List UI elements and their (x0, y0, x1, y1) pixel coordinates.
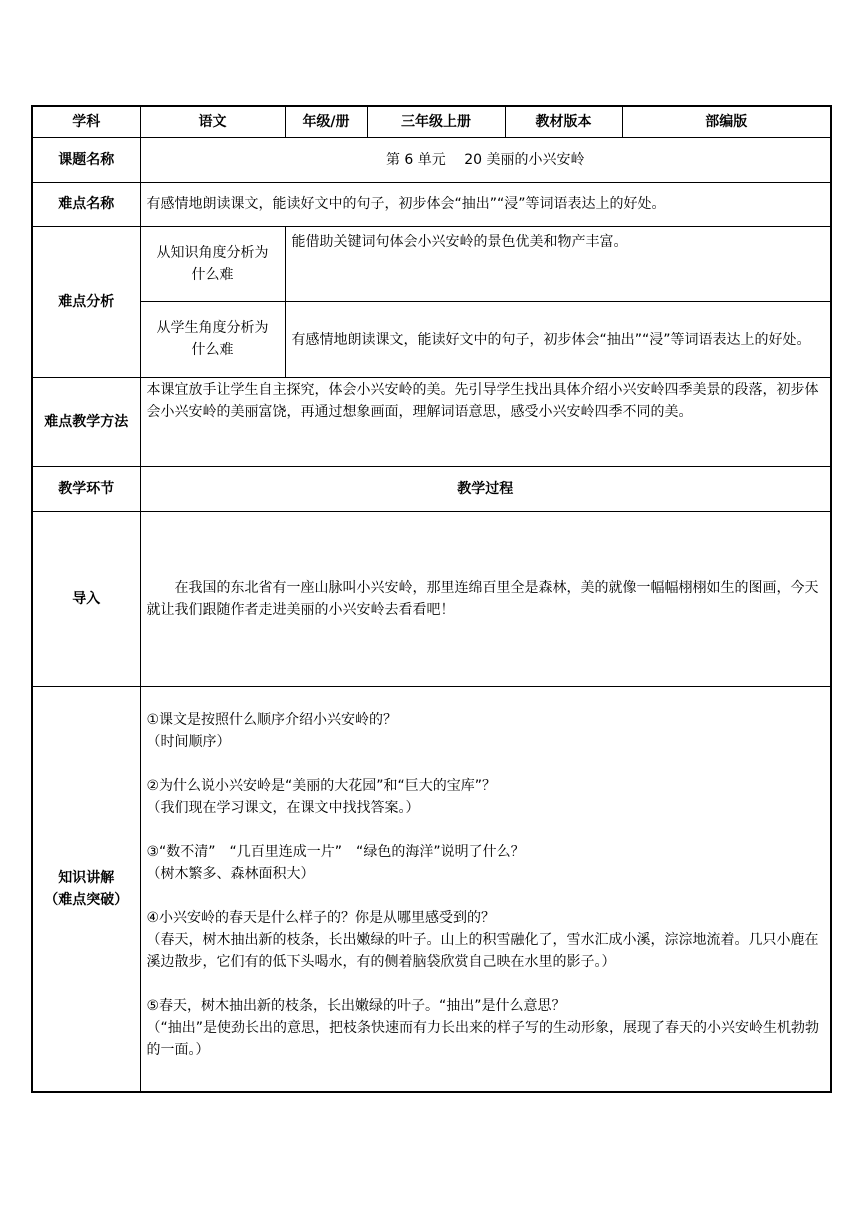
intro-label: 导入 (32, 511, 140, 686)
textbook-value: 部编版 (622, 106, 831, 137)
intro-row (32, 511, 831, 686)
student-angle-value: 有感情地朗读课文，能读好文中的句子，初步体会“抽出”“浸”等词语表达上的好处。 (285, 301, 831, 377)
header-row (32, 106, 831, 137)
difficulty-analysis-label: 难点分析 (32, 226, 140, 377)
grade-label: 年级/册 (285, 106, 367, 137)
knowledge-label-line1: 知识讲解 (58, 869, 115, 886)
process-label: 教学过程 (140, 466, 831, 511)
grade-value: 三年级上册 (367, 106, 505, 137)
student-angle-label: 从学生角度分析为什么难 (140, 301, 285, 377)
lesson-value: 第 6 单元 20 美丽的小兴安岭 (140, 137, 831, 182)
knowledge-angle-value: 能借助关键词句体会小兴安岭的景色优美和物产丰富。 (285, 226, 831, 301)
process-header-row (32, 466, 831, 511)
answer-5: （“抽出”是使劲长出的意思，把枝条快速而有力长出来的样子写的生动形象，展现了春天的小兴安岭生机勃勃的一面。） (146, 1019, 820, 1058)
knowledge-analysis-row (32, 226, 831, 301)
question-2: ②为什么说小兴安岭是“美丽的大花园”和“巨大的宝库”？ (146, 777, 497, 794)
answer-1: （时间顺序） (146, 733, 231, 750)
method-row (32, 377, 831, 466)
knowledge-label-line2: （难点突破） (44, 891, 129, 908)
knowledge-content (140, 686, 831, 1092)
method-value: 本课宜放手让学生自主探究，体会小兴安岭的美。先引导学生找出具体介绍小兴安岭四季美景的段落，初步体会小兴安岭的美丽富饶，再通过想象画面，理解词语意思，感受小兴安岭四季不同的美。 (140, 377, 831, 466)
question-4: ④小兴安岭的春天是什么样子的？你是从哪里感受到的？ (146, 909, 496, 926)
answer-4: （春天，树木抽出新的枝条，长出嫩绿的叶子。山上的积雪融化了，雪水汇成小溪，淙淙地流着。几只小鹿在溪边散步，它们有的低下头喝水，有的侧着脑袋欣赏自己映在水里的影子。） (146, 931, 819, 970)
question-3: ③“数不清” “几百里连成一片” “绿色的海洋”说明了什么？ (146, 843, 525, 860)
lesson-plan-table-wrapper (31, 105, 830, 1093)
difficulty-name-label: 难点名称 (32, 182, 140, 226)
knowledge-label (32, 686, 140, 1092)
subject-value: 语文 (140, 106, 285, 137)
intro-text: 在我国的东北省有一座山脉叫小兴安岭，那里连绵百里全是森林，美的就像一幅幅栩栩如生的图画，今天就让我们跟随作者走进美丽的小兴安岭去看看吧！ (140, 511, 831, 686)
difficulty-name-row (32, 182, 831, 226)
answer-2: （我们现在学习课文，在课文中找找答案。） (146, 799, 420, 816)
knowledge-angle-label: 从知识角度分析为什么难 (140, 226, 285, 301)
difficulty-name-value: 有感情地朗读课文，能读好文中的句子，初步体会“抽出”“浸”等词语表达上的好处。 (140, 182, 831, 226)
student-analysis-row (32, 301, 831, 377)
textbook-label: 教材版本 (505, 106, 622, 137)
lesson-plan-table (31, 105, 832, 1093)
stage-label: 教学环节 (32, 466, 140, 511)
subject-label: 学科 (32, 106, 140, 137)
lesson-row (32, 137, 831, 182)
question-1: ①课文是按照什么顺序介绍小兴安岭的？ (146, 711, 398, 728)
method-label: 难点教学方法 (32, 377, 140, 466)
knowledge-row (32, 686, 831, 1092)
lesson-label: 课题名称 (32, 137, 140, 182)
answer-3: （树木繁多、森林面积大） (146, 865, 315, 882)
question-5: ⑤春天，树木抽出新的枝条，长出嫩绿的叶子。“抽出”是什么意思？ (146, 997, 566, 1014)
